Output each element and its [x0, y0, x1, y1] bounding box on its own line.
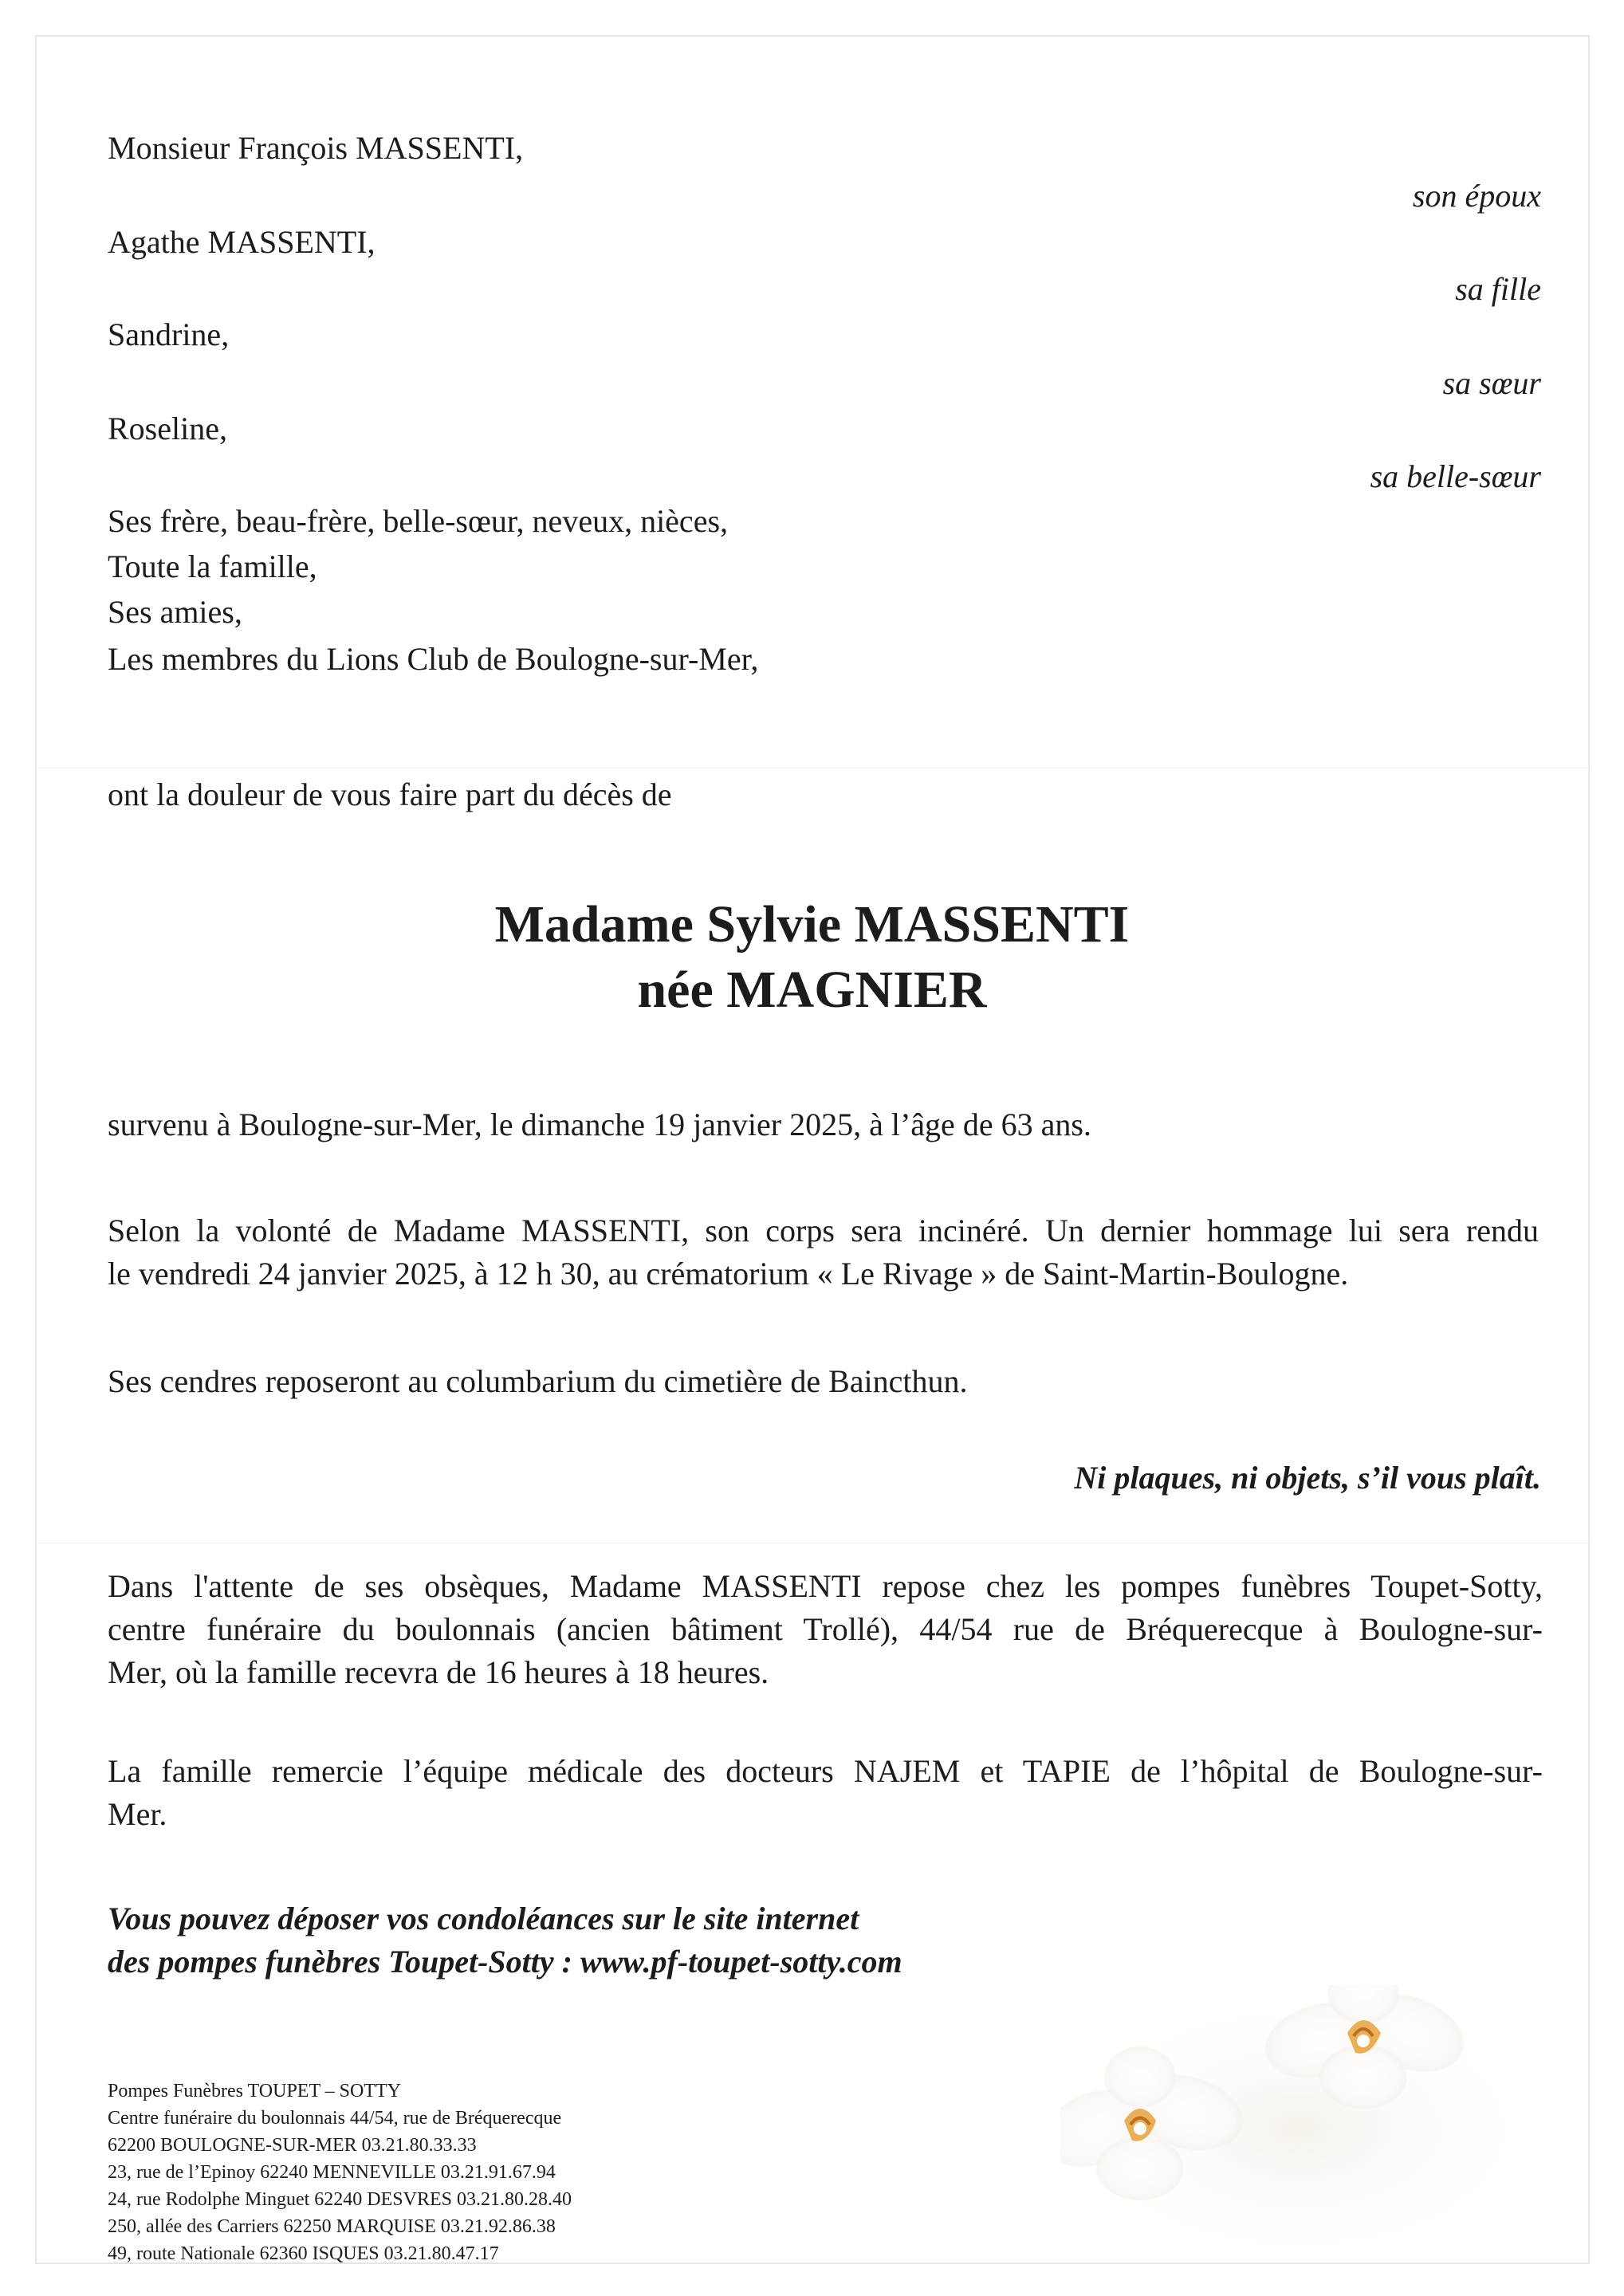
family-member-name: Agathe MASSENTI, [108, 224, 376, 260]
footer-line: 49, route Nationale 62360 ISQUES 03.21.80.47.17 [108, 2243, 499, 2264]
footer-line: 250, allée des Carriers 62250 MARQUISE 03.21.92.86.38 [108, 2216, 556, 2237]
condolences-line: des pompes funèbres Toupet-Sotty : www.pf-toupet-sotty.com [108, 1944, 902, 1980]
footer-line: Pompes Funèbres TOUPET – SOTTY [108, 2081, 402, 2101]
family-member-name: Roseline, [108, 411, 227, 446]
ceremony-paragraph [108, 1209, 1539, 1295]
thanks-paragraph [108, 1750, 1543, 1836]
other-relatives: Ses amies, [108, 594, 242, 630]
other-relatives: Les membres du Lions Club de Boulogne-sur-Mer, [108, 641, 759, 677]
orchid-flowers-image [1060, 1985, 1587, 2272]
no-flowers-notice: Ni plaques, ni objets, s’il vous plaît. [1074, 1460, 1541, 1496]
announcement-text: ont la douleur de vous faire part du décès de [108, 776, 672, 812]
rest-line: Mer, où la famille recevra de 16 heures à 18 heures. [108, 1654, 769, 1690]
condolences-text [108, 1897, 902, 1983]
deceased-maiden-name: née MAGNIER [637, 961, 987, 1019]
family-member-relation: sa belle-sœur [1370, 458, 1541, 494]
rest-line: centre funéraire du boulonnais (ancien bâtiment Trollé), 44/54 rue de Bréquerecque à Boulogne-sur- [108, 1611, 1543, 1647]
family-member-relation: sa fille [1455, 271, 1541, 307]
family-member-name: Monsieur François MASSENTI, [108, 130, 524, 166]
ceremony-line: le vendredi 24 janvier 2025, à 12 h 30, au crématorium « Le Rivage » de Saint-Martin-Boulogne. [108, 1256, 1349, 1292]
death-info: survenu à Boulogne-sur-Mer, le dimanche 19 janvier 2025, à l’âge de 63 ans. [108, 1107, 1091, 1142]
rest-paragraph [108, 1565, 1543, 1694]
deceased-name: Madame Sylvie MASSENTI [494, 895, 1130, 953]
rest-line: Dans l'attente de ses obsèques, Madame MASSENTI repose chez les pompes funèbres Toupet-Sotty, [108, 1568, 1543, 1604]
funeral-home-footer [108, 2078, 572, 2267]
family-member-name: Sandrine, [108, 316, 230, 352]
thanks-line: Mer. [108, 1796, 167, 1832]
other-relatives: Ses frère, beau-frère, belle-sœur, neveux, nièces, [108, 503, 729, 539]
footer-line: 62200 BOULOGNE-SUR-MER 03.21.80.33.33 [108, 2135, 477, 2156]
thanks-line: La famille remercie l’équipe médicale des docteurs NAJEM et TAPIE de l’hôpital de Boulogne-sur- [108, 1753, 1543, 1789]
other-relatives: Toute la famille, [108, 548, 317, 584]
condolences-line: Vous pouvez déposer vos condoléances sur le site internet [108, 1901, 859, 1936]
footer-line: 24, rue Rodolphe Minguet 62240 DESVRES 03.21.80.28.40 [108, 2189, 572, 2210]
family-member-relation: son époux [1412, 178, 1541, 214]
ashes-text: Ses cendres reposeront au columbarium du cimetière de Baincthun. [108, 1363, 968, 1399]
fold-line [35, 768, 1590, 769]
ceremony-line: Selon la volonté de Madame MASSENTI, son corps sera incinéré. Un dernier hommage lui sera rendu [108, 1213, 1539, 1248]
footer-line: 23, rue de l’Epinoy 62240 MENNEVILLE 03.21.91.67.94 [108, 2162, 556, 2183]
footer-line: Centre funéraire du boulonnais 44/54, rue de Bréquerecque [108, 2108, 562, 2129]
family-member-relation: sa sœur [1442, 365, 1541, 401]
